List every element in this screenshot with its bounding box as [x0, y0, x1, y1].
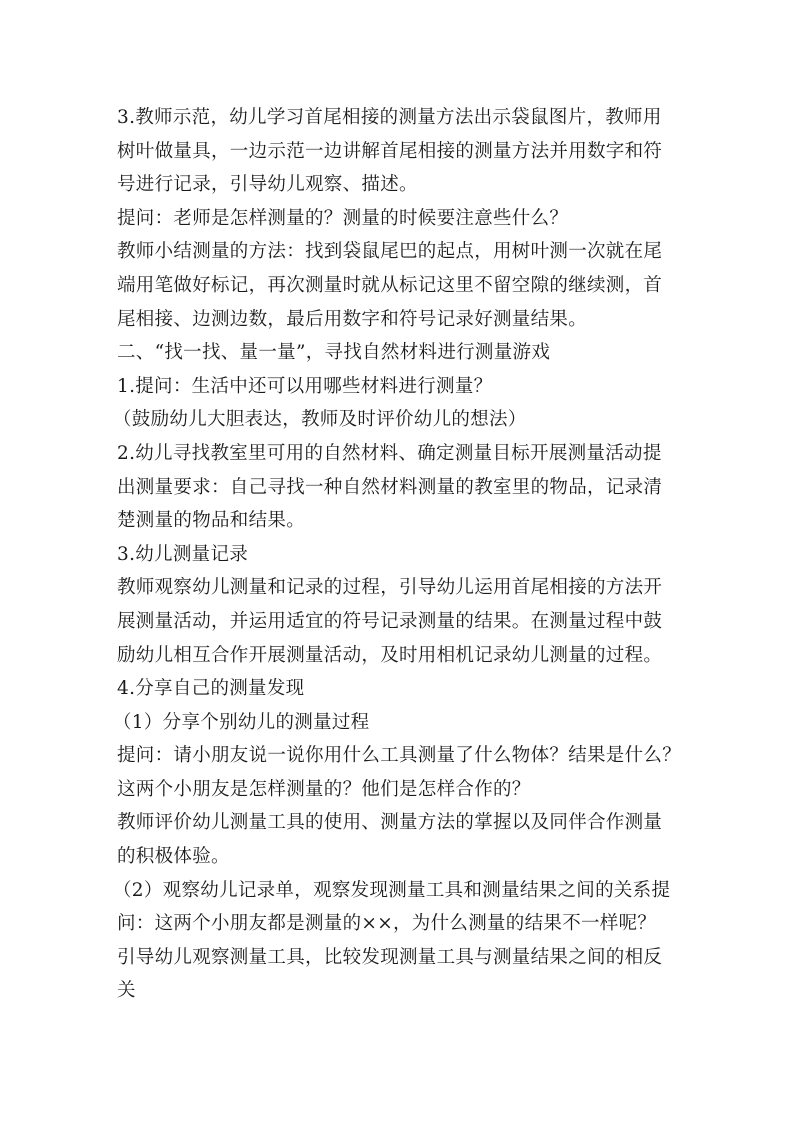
text-line: 号进行记录，引导幼儿观察、描述。	[117, 174, 418, 196]
text-line: 端用笔做好标记，再次测量时就从标记这里不留空隙的继续测，首	[117, 274, 663, 296]
text-line: 教师评价幼儿测量工具的使用、测量方法的掌握以及同伴合作测量	[117, 812, 663, 834]
text-line: 教师观察幼儿测量和记录的过程，引导幼儿运用首尾相接的方法开	[117, 577, 663, 599]
text-line: 提问：请小朋友说一说你用什么工具测量了什么物体？结果是什么？	[117, 745, 682, 767]
text-line: 树叶做量具，一边示范一边讲解首尾相接的测量方法并用数字和符	[117, 140, 663, 162]
text-line: 的积极体验。	[117, 846, 230, 868]
text-line: 4.分享自己的测量发现	[117, 678, 305, 700]
text-line: 展测量活动，并运用适宜的符号记录测量的结果。在测量过程中鼓	[117, 610, 663, 632]
text-line: 问：这两个小朋友都是测量的××，为什么测量的结果不一样呢？	[117, 913, 657, 935]
text-line: 提问：老师是怎样测量的？测量的时候要注意些什么？	[117, 207, 569, 229]
text-line: （1）分享个别幼儿的测量过程	[113, 711, 370, 733]
text-line: 励幼儿相互合作开展测量活动，及时用相机记录幼儿测量的过程。	[117, 644, 663, 666]
text-line: 这两个小朋友是怎样测量的？他们是怎样合作的？	[117, 778, 531, 800]
text-line: 引导幼儿观察测量工具，比较发现测量工具与测量结果之间的相反	[117, 946, 663, 968]
document-body	[113, 101, 707, 1008]
text-line: 3.教师示范，幼儿学习首尾相接的测量方法出示袋鼠图片，教师用	[117, 107, 662, 128]
text-line: 楚测量的物品和结果。	[117, 510, 306, 532]
text-line: （鼓励幼儿大胆表达，教师及时评价幼儿的想法）	[113, 409, 527, 431]
text-line: 教师小结测量的方法：找到袋鼠尾巴的起点，用树叶测一次就在尾	[117, 241, 663, 263]
text-line: 1.提问：生活中还可以用哪些材料进行测量？	[117, 375, 493, 397]
text-line: 关	[117, 980, 136, 1002]
section-heading: 二、“找一找、量一量”，寻找自然材料进行测量游戏	[117, 342, 551, 364]
text-line: （2）观察幼儿记录单，观察发现测量工具和测量结果之间的关系提	[113, 879, 671, 901]
text-line: 3.幼儿测量记录	[117, 543, 249, 565]
text-line: 2.幼儿寻找教室里可用的自然材料、确定测量目标开展测量活动提	[117, 442, 662, 464]
text-line: 出测量要求：自己寻找一种自然材料测量的教室里的物品，记录清	[117, 476, 663, 498]
text-line: 尾相接、边测边数，最后用数字和符号记录好测量结果。	[117, 308, 588, 330]
